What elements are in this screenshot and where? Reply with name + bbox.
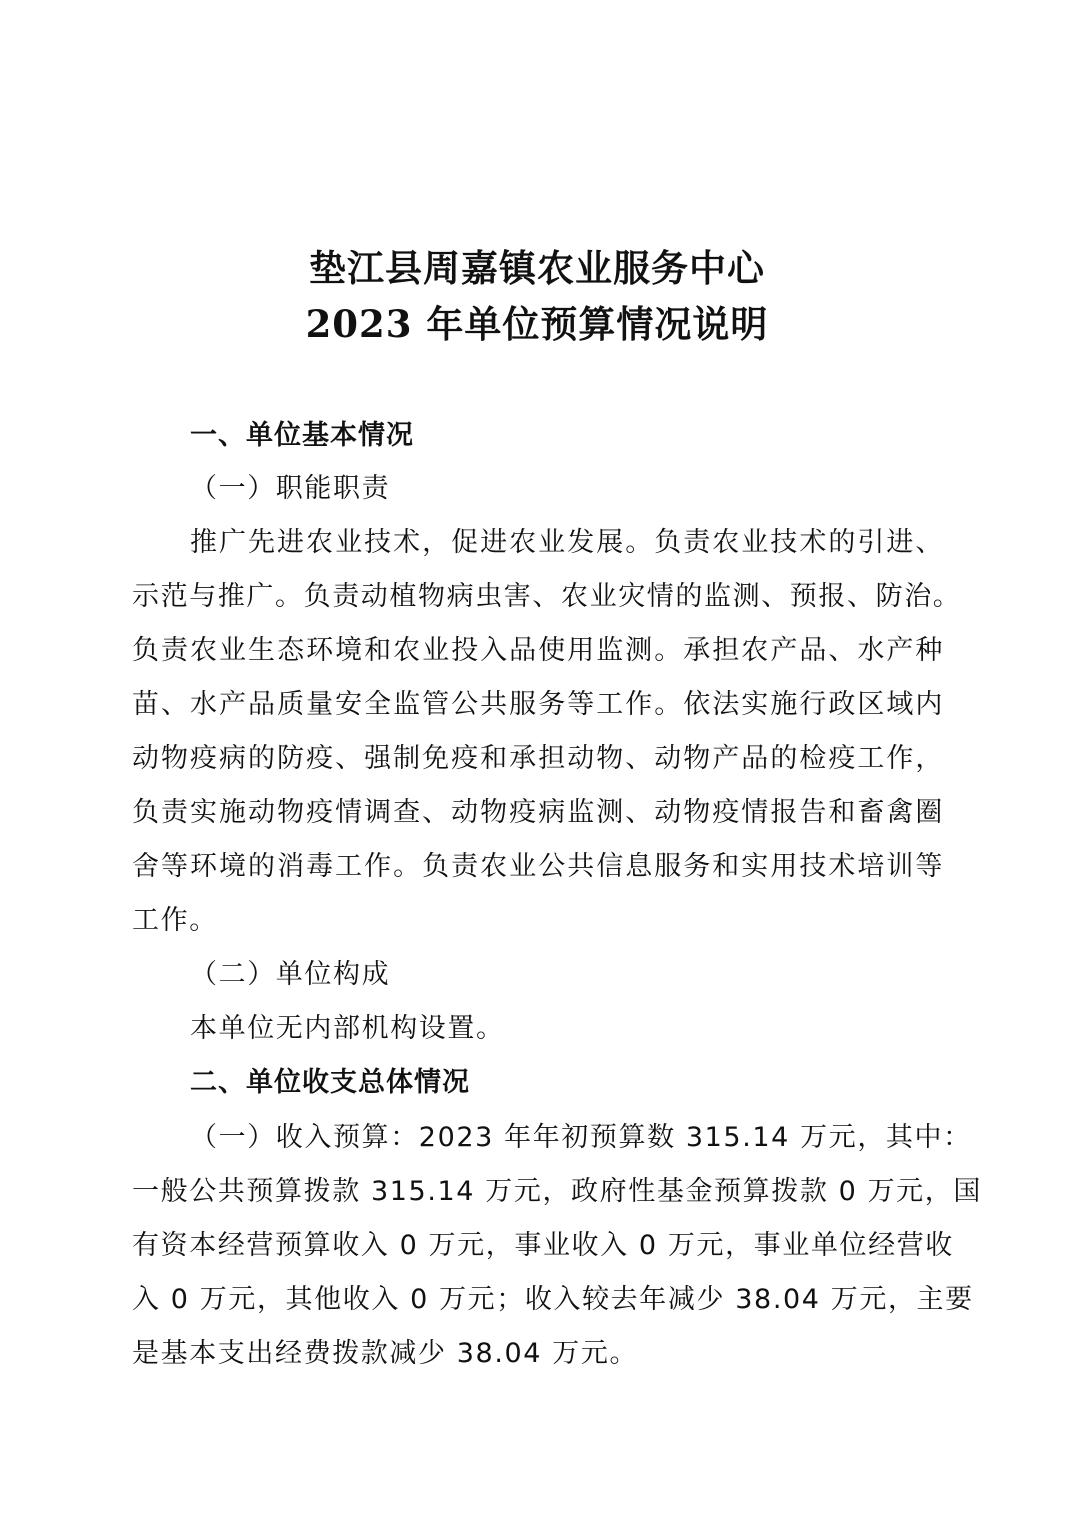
section-1-sub-1-heading: （一）职能职责: [190, 473, 391, 504]
paragraph-line: 舍等环境的消毒工作。负责农业公共信息服务和实用技术培训等: [132, 851, 944, 882]
paragraph-line: 苗、水产品质量安全监管公共服务等工作。依法实施行政区域内: [132, 689, 944, 720]
paragraph-line: 负责实施动物疫情调查、动物疫病监测、动物疫情报告和畜禽圈: [132, 797, 944, 828]
section-2-heading: 二、单位收支总体情况: [190, 1067, 470, 1098]
document-title-line-1: 垫江县周嘉镇农业服务中心: [309, 246, 765, 290]
paragraph-line: 负责农业生态环境和农业投入品使用监测。承担农产品、水产种: [132, 635, 944, 666]
paragraph-line: （一）收入预算：2023 年年初预算数 315.14 万元，其中：: [190, 1122, 972, 1153]
paragraph-line: 工作。: [132, 905, 218, 936]
paragraph-line: 动物疫病的防疫、强制免疫和承担动物、动物产品的检疫工作，: [132, 743, 944, 774]
paragraph-line: 本单位无内部机构设置。: [190, 1013, 505, 1044]
paragraph-line: 示范与推广。负责动植物病虫害、农业灾情的监测、预报、防治。: [132, 581, 962, 612]
paragraph-line: 有资本经营预算收入 0 万元，事业收入 0 万元，事业单位经营收: [132, 1230, 954, 1261]
paragraph-line: 是基本支出经费拨款减少 38.04 万元。: [132, 1338, 639, 1369]
section-1-heading: 一、单位基本情况: [190, 420, 414, 451]
section-1-sub-2-heading: （二）单位构成: [190, 959, 391, 990]
paragraph-line: 一般公共预算拨款 315.14 万元，政府性基金预算拨款 0 万元，国: [132, 1176, 982, 1207]
document-title-line-2: 2023 年单位预算情况说明: [305, 302, 769, 346]
paragraph-line: 推广先进农业技术，促进农业发展。负责农业技术的引进、: [190, 527, 944, 558]
paragraph-line: 入 0 万元，其他收入 0 万元；收入较去年减少 38.04 万元，主要: [132, 1284, 974, 1315]
